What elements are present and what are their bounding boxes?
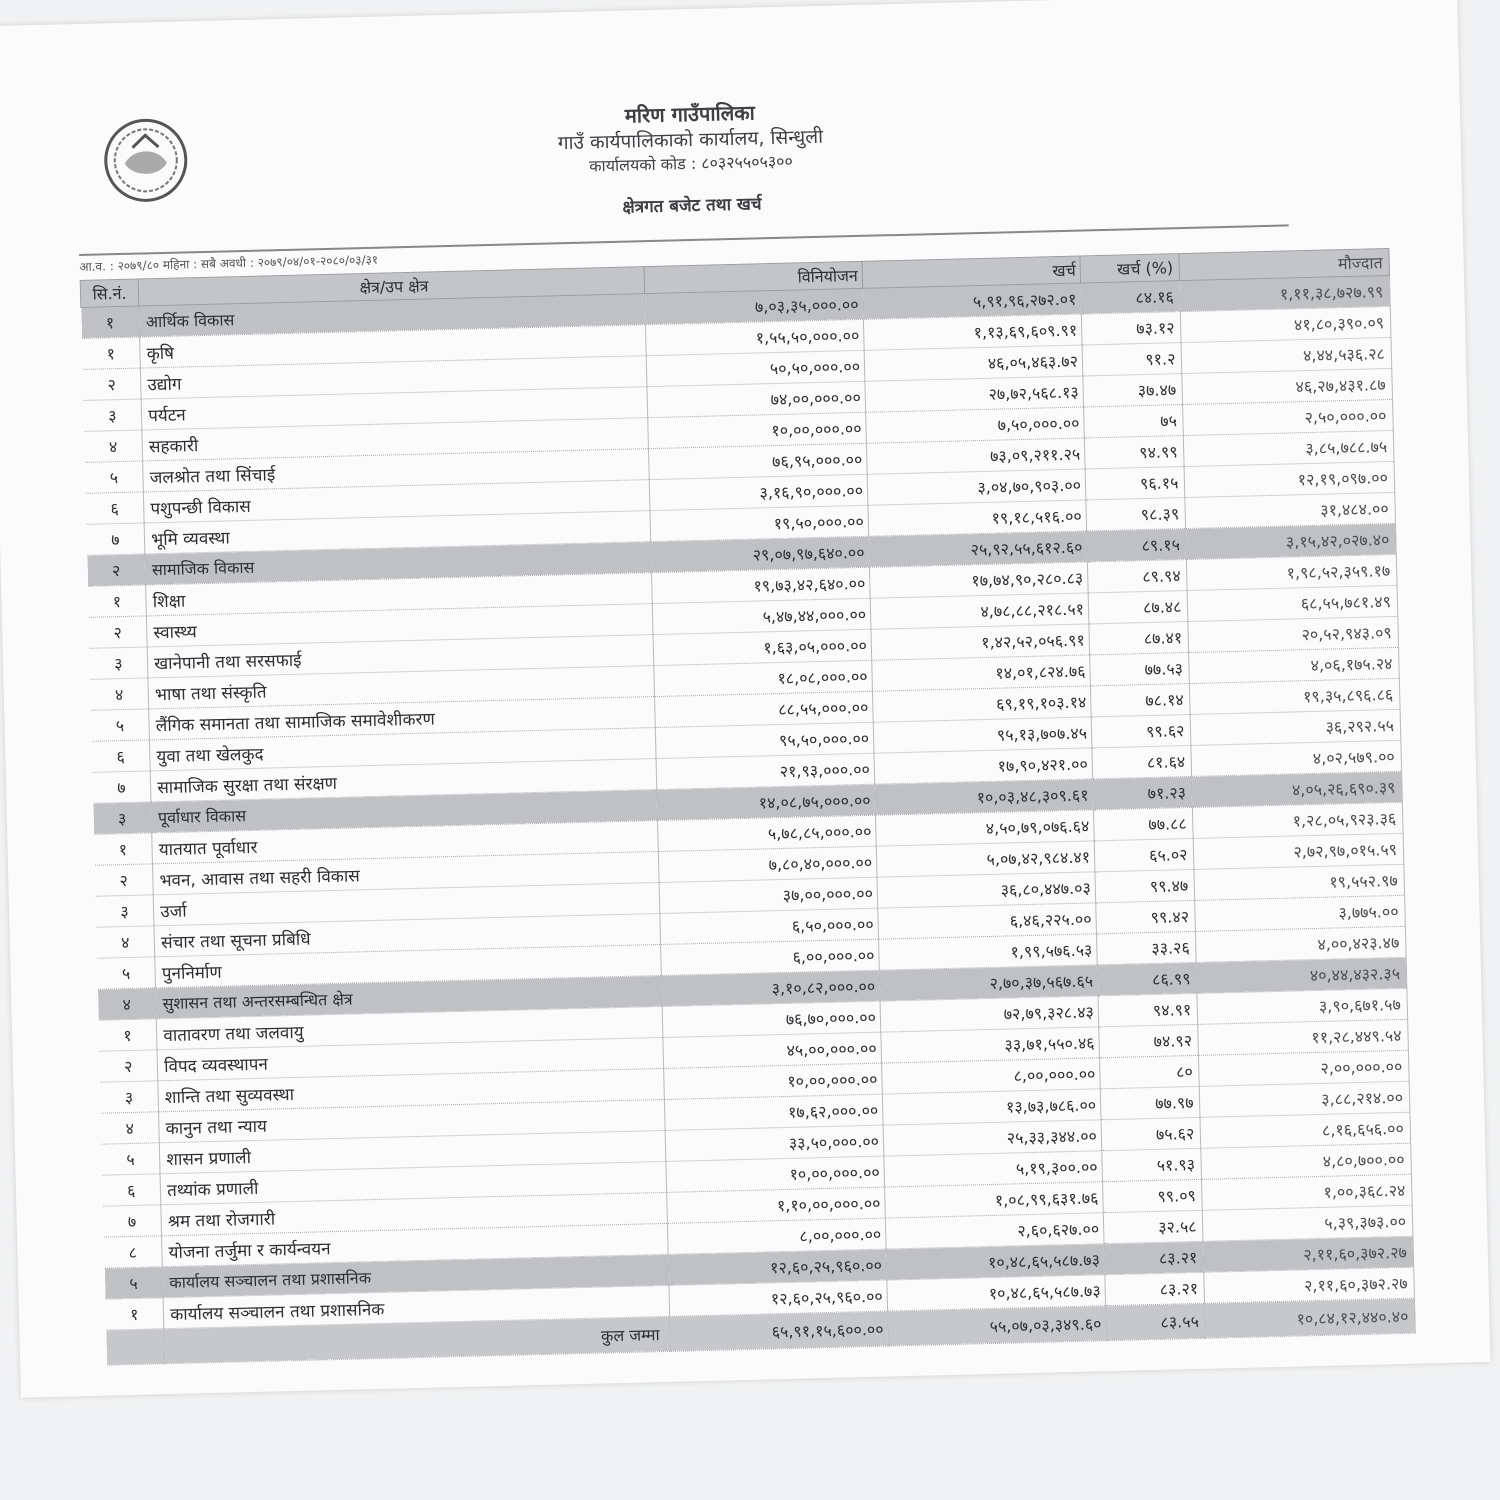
cell-balance: १,९८,५२,३५९.१७ bbox=[1187, 554, 1397, 590]
cell-percent: ९९.४२ bbox=[1096, 900, 1196, 933]
cell-sector: उद्योग bbox=[141, 356, 647, 399]
cell-allocation: १४,०८,७५,०००.०० bbox=[657, 784, 876, 820]
cell-expenditure: १,४२,५२,०५६.९१ bbox=[871, 624, 1090, 660]
cell-allocation: ७४,००,०००.०० bbox=[647, 381, 866, 417]
cell-sn: ५ bbox=[91, 709, 150, 741]
cell-allocation: ३७,००,०००.०० bbox=[659, 877, 878, 913]
cell-expenditure: २७,७२,५६८.१३ bbox=[865, 376, 1084, 412]
cell-sector: विपद व्यवस्थापन bbox=[157, 1037, 663, 1080]
cell-expenditure: १,१३,६९,६०९.९१ bbox=[863, 314, 1082, 350]
cell-sector: संचार तथा सूचना प्रबिधि bbox=[154, 913, 660, 956]
cell-sector: भवन, आवास तथा सहरी विकास bbox=[153, 852, 659, 895]
cell-sector: भूमि व्यवस्था bbox=[144, 511, 650, 554]
cell-percent: ३२.५८ bbox=[1103, 1210, 1203, 1243]
cell-expenditure: ५,१९,३००.०० bbox=[884, 1151, 1103, 1187]
cell-sn: ६ bbox=[91, 740, 150, 772]
cell-expenditure: ४,७८,८८,२१८.५१ bbox=[870, 593, 1089, 629]
cell-balance: ३,९०,६७१.५७ bbox=[1197, 988, 1407, 1024]
cell-sector: कार्यालय सञ्चालन तथा प्रशासनिक bbox=[163, 1254, 669, 1297]
cell-sn: ६ bbox=[102, 1174, 161, 1206]
cell-expenditure: १,०८,९९,६३१.७६ bbox=[885, 1182, 1104, 1218]
total-balance: १०,८४,१२,४४०.४० bbox=[1205, 1298, 1415, 1338]
report-period: आ.व. : २०७९/८० महिना : सबै अवधी : २०७९/०४/०१-२०८०/०३/३१ bbox=[79, 252, 379, 274]
cell-expenditure: १,९९,५७६.५३ bbox=[879, 934, 1098, 970]
cell-expenditure: ७२,७९,३२८.४३ bbox=[880, 996, 1099, 1032]
cell-percent: ९९.४७ bbox=[1095, 869, 1195, 902]
report-header bbox=[290, 91, 1093, 226]
cell-balance: ४,००,४२३.४७ bbox=[1196, 926, 1406, 962]
cell-sector: पूर्वाधार विकास bbox=[151, 790, 657, 833]
cell-allocation: १०,००,०००.०० bbox=[648, 412, 867, 448]
cell-sector: शिक्षा bbox=[146, 573, 652, 616]
cell-expenditure: २५,३३,३४४.०० bbox=[883, 1120, 1102, 1156]
cell-percent: ३७.४७ bbox=[1083, 374, 1183, 407]
cell-sn: १ bbox=[88, 585, 147, 617]
cell-sn: ४ bbox=[98, 988, 157, 1020]
cell-expenditure: १०,०३,४८,३०९.६१ bbox=[875, 779, 1094, 815]
total-expenditure: ५५,०७,०३,३४९.६० bbox=[888, 1306, 1107, 1346]
cell-sector: कृषि bbox=[140, 325, 646, 368]
cell-sector: कार्यालय सञ्चालन तथा प्रशासनिक bbox=[163, 1285, 669, 1328]
cell-allocation: ६,५०,०००.०० bbox=[660, 908, 879, 944]
cell-allocation: ३,१०,८२,०००.०० bbox=[661, 970, 880, 1006]
cell-sn: २ bbox=[99, 1050, 158, 1082]
cell-balance: १,११,३८,७२७.९९ bbox=[1180, 275, 1390, 311]
cell-percent: ९४.९१ bbox=[1098, 993, 1198, 1026]
cell-percent: ७४.९२ bbox=[1099, 1024, 1199, 1057]
cell-balance: ४६,२७,४३१.८७ bbox=[1182, 368, 1392, 404]
cell-allocation: १०,००,०००.०० bbox=[664, 1063, 883, 1099]
cell-allocation: १९,५०,०००.०० bbox=[650, 505, 869, 541]
cell-sn: ४ bbox=[90, 678, 149, 710]
cell-sn: २ bbox=[94, 864, 153, 896]
cell-percent: ८९.९४ bbox=[1087, 560, 1187, 593]
cell-balance: ५,३९,३७३.०० bbox=[1203, 1205, 1413, 1241]
cell-balance: २,११,६०,३७२.२७ bbox=[1204, 1267, 1414, 1303]
cell-sn: ३ bbox=[89, 647, 148, 679]
cell-sn: ७ bbox=[86, 523, 145, 555]
cell-balance: १९,५५२.९७ bbox=[1194, 864, 1404, 900]
cell-sector: आर्थिक विकास bbox=[139, 294, 645, 337]
cell-balance: ६८,५५,७८१.४९ bbox=[1188, 585, 1398, 621]
cell-sector: तथ्यांक प्रणाली bbox=[160, 1161, 666, 1204]
cell-allocation: ६,००,०००.०० bbox=[661, 939, 880, 975]
cell-balance: १,००,३६८.२४ bbox=[1202, 1174, 1412, 1210]
cell-percent: ९१.२ bbox=[1082, 343, 1182, 376]
cell-percent: ८० bbox=[1099, 1055, 1199, 1088]
cell-sn: ३ bbox=[95, 895, 154, 927]
cell-sn: ३ bbox=[93, 802, 152, 834]
cell-sector: सहकारी bbox=[142, 418, 648, 461]
cell-sector: भाषा तथा संस्कृति bbox=[148, 666, 654, 709]
total-label: कुल जम्मा bbox=[164, 1316, 671, 1363]
municipality-logo bbox=[102, 116, 190, 204]
col-header-balance: मौज्दात bbox=[1179, 248, 1389, 280]
cell-allocation: १९,७३,४२,६४०.०० bbox=[652, 567, 871, 603]
cell-sector: श्रम तथा रोजगारी bbox=[161, 1192, 667, 1235]
cell-balance: २,११,६०,३७२.२७ bbox=[1203, 1236, 1413, 1272]
cell-sn: ४ bbox=[84, 430, 143, 462]
cell-sector: जलश्रोत तथा सिंचाई bbox=[143, 449, 649, 492]
cell-expenditure: ५,०७,४२,९८४.४१ bbox=[876, 841, 1095, 877]
cell-percent: ९८.३९ bbox=[1086, 498, 1186, 531]
cell-sn: ८ bbox=[104, 1236, 163, 1268]
cell-sn: ५ bbox=[97, 957, 156, 989]
cell-expenditure: ५,९१,९६,२७२.०१ bbox=[863, 283, 1082, 319]
cell-allocation: १,५५,५०,०००.०० bbox=[645, 319, 864, 355]
cell-expenditure: ४,५०,७९,०७६.६४ bbox=[875, 810, 1094, 846]
cell-sector: योजना तर्जुमा र कार्यन्वयन bbox=[162, 1223, 668, 1266]
office-name: गाउँ कार्यपालिकाको कार्यालय, सिन्धुली bbox=[557, 125, 824, 155]
cell-balance: ११,२८,४४९.५४ bbox=[1198, 1019, 1408, 1055]
cell-sn: १ bbox=[82, 337, 141, 369]
col-header-sn: सि.नं. bbox=[80, 279, 139, 307]
cell-sector: कानुन तथा न्याय bbox=[159, 1099, 665, 1142]
cell-expenditure: ३,०४,७०,९०३.०० bbox=[867, 469, 1086, 505]
cell-percent: ३३.२६ bbox=[1096, 931, 1196, 964]
cell-percent: ५१.९३ bbox=[1102, 1148, 1202, 1181]
cell-balance: १२,१९,०९७.०० bbox=[1185, 461, 1395, 497]
cell-sector: पर्यटन bbox=[141, 387, 647, 430]
cell-balance: २०,५२,९४३.०९ bbox=[1188, 616, 1398, 652]
col-header-expenditure: खर्च bbox=[862, 256, 1081, 288]
cell-percent: ७५.६२ bbox=[1101, 1117, 1201, 1150]
cell-expenditure: ३६,८०,४४७.०३ bbox=[877, 872, 1096, 908]
cell-expenditure: ३३,७१,५५०.४६ bbox=[881, 1027, 1100, 1063]
cell-balance: ४,०६,१७५.२४ bbox=[1189, 647, 1399, 683]
report-title: क्षेत्रगत बजेट तथा खर्च bbox=[622, 194, 762, 218]
cell-balance: ४१,८०,३९०.०९ bbox=[1181, 306, 1391, 342]
header-divider bbox=[79, 224, 1289, 256]
cell-allocation: १२,६०,२५,९६०.०० bbox=[669, 1280, 888, 1316]
cell-allocation: १२,६०,२५,९६०.०० bbox=[668, 1249, 887, 1285]
cell-allocation: ५०,५०,०००.०० bbox=[646, 350, 865, 386]
cell-percent: ७१.२३ bbox=[1093, 776, 1193, 809]
cell-percent: ६५.०२ bbox=[1094, 838, 1194, 871]
cell-sn: १ bbox=[105, 1298, 164, 1330]
cell-sector: स्वास्थ्य bbox=[147, 604, 653, 647]
cell-sector: यातयात पूर्वाधार bbox=[152, 821, 658, 864]
cell-sector: लैंगिक समानता तथा सामाजिक समावेशीकरण bbox=[149, 697, 655, 740]
cell-sector: सामाजिक विकास bbox=[145, 542, 651, 585]
cell-allocation: ८८,५५,०००.०० bbox=[655, 691, 874, 727]
cell-percent: ७८.१४ bbox=[1090, 683, 1190, 716]
cell-balance: ३,१५,४२,०२७.४० bbox=[1186, 523, 1396, 559]
cell-percent: ७३.१२ bbox=[1081, 312, 1181, 345]
cell-percent: ८१.६४ bbox=[1092, 745, 1192, 778]
cell-balance: २,५०,०००.०० bbox=[1183, 399, 1393, 435]
cell-sn: ३ bbox=[83, 399, 142, 431]
cell-balance: ४०,४४,४३२.३५ bbox=[1197, 957, 1407, 993]
cell-expenditure: ७३,०९,२११.२५ bbox=[866, 438, 1085, 474]
col-header-percent: खर्च (%) bbox=[1080, 254, 1180, 283]
cell-allocation: १,६३,०५,०००.०० bbox=[653, 629, 872, 665]
cell-allocation: ३३,५०,०००.०० bbox=[665, 1125, 884, 1161]
cell-sn: २ bbox=[88, 616, 147, 648]
cell-sn: ५ bbox=[85, 461, 144, 493]
table-body bbox=[81, 275, 1415, 1330]
cell-expenditure: २५,९२,५५,६१२.६० bbox=[869, 531, 1088, 567]
cell-percent: ९४.९९ bbox=[1084, 436, 1184, 469]
cell-percent: ८३.२१ bbox=[1104, 1241, 1204, 1274]
cell-allocation: ३,१६,९०,०००.०० bbox=[649, 474, 868, 510]
cell-sector: सुशासन तथा अन्तरसम्बन्धित क्षेत्र bbox=[156, 975, 662, 1018]
budget-table bbox=[80, 248, 1416, 1366]
cell-sn: ४ bbox=[101, 1112, 160, 1144]
cell-expenditure: ९५,१३,७०७.४५ bbox=[873, 717, 1092, 753]
cell-balance: ४,०२,५७९.०० bbox=[1191, 740, 1401, 776]
cell-sector: शान्ति तथा सुव्यवस्था bbox=[158, 1068, 664, 1111]
cell-allocation: ५,७८,८५,०००.०० bbox=[658, 815, 877, 851]
cell-percent: ९९.०९ bbox=[1102, 1179, 1202, 1212]
cell-percent: ८३.२१ bbox=[1105, 1272, 1205, 1305]
cell-expenditure: ८,००,०००.०० bbox=[882, 1058, 1101, 1094]
cell-percent: ७७.९७ bbox=[1100, 1086, 1200, 1119]
cell-allocation: ८,००,०००.०० bbox=[667, 1218, 886, 1254]
cell-balance: ४,८०,७००.०० bbox=[1201, 1143, 1411, 1179]
cell-sn: १ bbox=[94, 833, 153, 865]
cell-expenditure: ६९,१९,१०३.१४ bbox=[872, 686, 1091, 722]
cell-sn: २ bbox=[82, 368, 141, 400]
cell-expenditure: १७,७४,९०,२८०.८३ bbox=[869, 562, 1088, 598]
total-percent: ८३.५५ bbox=[1106, 1303, 1206, 1340]
cell-sector: पुननिर्माण bbox=[155, 944, 661, 987]
cell-percent: ८४.१६ bbox=[1081, 281, 1181, 314]
cell-expenditure: २,७०,३७,५६७.६५ bbox=[879, 965, 1098, 1001]
municipality-name: मरिण गाउँपालिका bbox=[624, 100, 756, 128]
cell-allocation: ७,८०,४०,०००.०० bbox=[658, 846, 877, 882]
cell-balance: ४,०५,२६,६९०.३९ bbox=[1192, 771, 1402, 807]
cell-sn: ७ bbox=[92, 771, 151, 803]
cell-percent: ७७.५३ bbox=[1090, 652, 1190, 685]
col-header-allocation: विनियोजन bbox=[644, 261, 863, 293]
cell-balance: ३६,२९२.५५ bbox=[1191, 709, 1401, 745]
cell-balance: १,२८,०५,९२३.३६ bbox=[1193, 802, 1403, 838]
cell-expenditure: १४,०१,८२४.७६ bbox=[872, 655, 1091, 691]
cell-sn: ३ bbox=[100, 1081, 159, 1113]
cell-sn: ५ bbox=[104, 1267, 163, 1299]
cell-sn: ४ bbox=[96, 926, 155, 958]
cell-allocation: २१,९३,०००.०० bbox=[656, 753, 875, 789]
cell-sector: शासन प्रणाली bbox=[159, 1130, 665, 1173]
cell-percent: ८६.९९ bbox=[1097, 962, 1197, 995]
cell-sn: ६ bbox=[85, 492, 144, 524]
cell-balance: ३,८५,७८८.७५ bbox=[1184, 430, 1394, 466]
cell-balance: २,७२,९७,०१५.५९ bbox=[1194, 833, 1404, 869]
col-header-sector: क्षेत्र/उप क्षेत्र bbox=[138, 267, 644, 306]
cell-allocation: १७,६२,०००.०० bbox=[664, 1094, 883, 1130]
cell-sector: सामाजिक सुरक्षा तथा संरक्षण bbox=[150, 759, 656, 802]
cell-sector: वातावरण तथा जलवायु bbox=[156, 1006, 662, 1049]
cell-percent: ८९.१५ bbox=[1087, 529, 1187, 562]
cell-sn: ७ bbox=[103, 1205, 162, 1237]
cell-expenditure: १९,१८,५१६.०० bbox=[868, 500, 1087, 536]
cell-expenditure: १०,४८,६५,५८७.७३ bbox=[887, 1275, 1106, 1311]
cell-allocation: १८,०८,०००.०० bbox=[654, 660, 873, 696]
cell-allocation: ४५,००,०००.०० bbox=[663, 1032, 882, 1068]
cell-sn: ५ bbox=[101, 1143, 160, 1175]
cell-expenditure: १७,९०,४२१.०० bbox=[874, 748, 1093, 784]
cell-sector: युवा तथा खेलकुद bbox=[150, 728, 656, 771]
cell-balance: २,००,०००.०० bbox=[1199, 1050, 1409, 1086]
cell-expenditure: १०,४८,६५,५८७.७३ bbox=[886, 1244, 1105, 1280]
cell-balance: १९,३५,८९६.८६ bbox=[1190, 678, 1400, 714]
cell-balance: ४,४४,५३६.२८ bbox=[1181, 337, 1391, 373]
cell-sn: १ bbox=[81, 306, 140, 338]
total-sn bbox=[106, 1329, 165, 1365]
cell-allocation: ७६,९५,०००.०० bbox=[648, 443, 867, 479]
cell-percent: ८७.४८ bbox=[1088, 591, 1188, 624]
cell-expenditure: ४६,०५,४६३.७२ bbox=[864, 345, 1083, 381]
cell-balance: ३,७७५.०० bbox=[1195, 895, 1405, 931]
cell-allocation: २९,०७,९७,६४०.०० bbox=[651, 536, 870, 572]
cell-sector: उर्जा bbox=[153, 883, 659, 926]
cell-balance: ८,१६,६५६.०० bbox=[1200, 1112, 1410, 1148]
cell-allocation: ५,४७,४४,०००.०० bbox=[652, 598, 871, 634]
cell-expenditure: ६,४६,२२५.०० bbox=[878, 903, 1097, 939]
cell-allocation: ७६,७०,०००.०० bbox=[662, 1001, 881, 1037]
cell-allocation: १,१०,००,०००.०० bbox=[667, 1187, 886, 1223]
cell-allocation: ९५,५०,०००.०० bbox=[655, 722, 874, 758]
cell-percent: ९६.१५ bbox=[1085, 467, 1185, 500]
office-code: कार्यालयको कोड : ८०३२५५०५३०० bbox=[589, 151, 794, 176]
cell-percent: ७५ bbox=[1084, 405, 1184, 438]
cell-sector: पशुपन्छी विकास bbox=[144, 480, 650, 523]
cell-percent: ७७.८८ bbox=[1093, 807, 1193, 840]
cell-expenditure: ७,५०,०००.०० bbox=[866, 407, 1085, 443]
cell-sn: २ bbox=[87, 554, 146, 586]
cell-expenditure: १३,७३,७८६.०० bbox=[882, 1089, 1101, 1125]
total-allocation: ६५,९१,१५,६००.०० bbox=[670, 1311, 889, 1351]
cell-percent: ९९.६२ bbox=[1091, 714, 1191, 747]
cell-expenditure: २,६०,६२७.०० bbox=[885, 1213, 1104, 1249]
cell-sn: १ bbox=[98, 1019, 157, 1051]
cell-allocation: ७,०३,३५,०००.०० bbox=[645, 288, 864, 324]
cell-sector: खानेपानी तथा सरसफाई bbox=[147, 635, 653, 678]
cell-allocation: १०,००,०००.०० bbox=[666, 1156, 885, 1192]
cell-balance: ३१,४८४.०० bbox=[1185, 492, 1395, 528]
cell-balance: ३,८८,२१४.०० bbox=[1200, 1081, 1410, 1117]
cell-percent: ८७.४१ bbox=[1089, 622, 1189, 655]
